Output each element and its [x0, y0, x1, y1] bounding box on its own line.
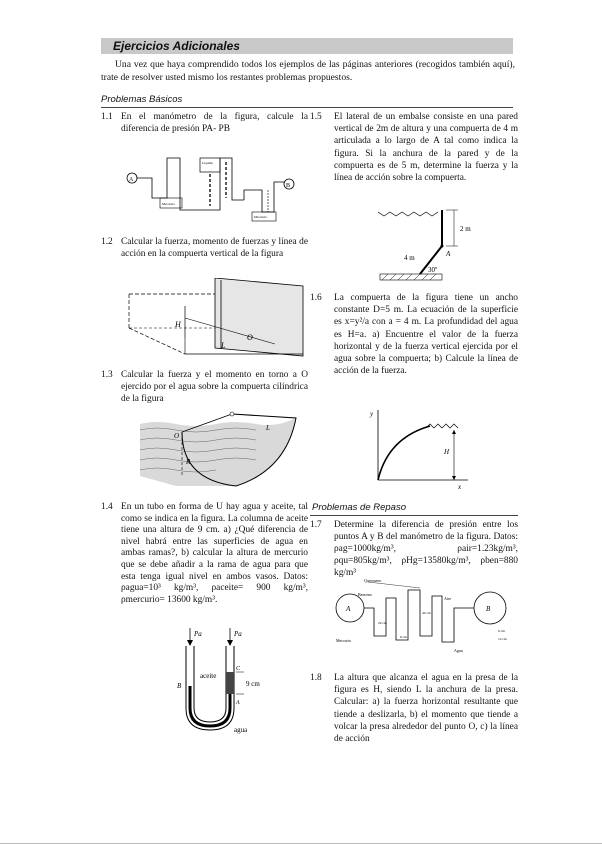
- label-r: R: [186, 458, 191, 466]
- label-l: L: [221, 341, 226, 350]
- problem-1-1: [101, 111, 308, 135]
- problem-number: 1.3: [101, 370, 113, 380]
- figure-1-2-vertical-gate: [125, 278, 305, 362]
- section-divider: [310, 515, 518, 516]
- label-o: O: [247, 333, 253, 342]
- problem-number: 1.2: [101, 237, 113, 247]
- problem-number: 1.4: [101, 502, 113, 512]
- section-review-title: Problemas de Repaso: [312, 502, 406, 513]
- problem-1-4: [101, 502, 308, 606]
- problem-text: En el manómetro de la figura, calcule la diferencia de presión PA- PB: [121, 112, 308, 135]
- figure-1-4-u-tube: [176, 626, 276, 738]
- label-pa-left: Pa: [194, 630, 202, 638]
- figure-1-6-parabolic-gate: [368, 408, 478, 490]
- label-20cm: 20 cm: [378, 621, 387, 625]
- problem-text: Calcular la fuerza y el momento en torno a O ejercido por el agua sobre la compuerta cilíndrica de la figura: [121, 370, 308, 405]
- label-l: L: [266, 424, 270, 432]
- label-b: B: [286, 183, 291, 189]
- problem-text: La altura que alcanza el agua en la presa de la figura es H, siendo L la anchura de la presa. Calcular: a) la fuerza horizontal resultante que tiende a deslizarla, b) el momento que tiende a volcar la presa alrededor del punto O, c) la línea de acción: [334, 673, 518, 745]
- label-h: H: [175, 320, 181, 329]
- label-liquid: Líquido: [202, 161, 214, 165]
- label-4m: 4 m: [404, 254, 415, 262]
- label-mercurio: Mercurio: [336, 638, 351, 643]
- label-y: y: [370, 410, 374, 418]
- label-queroseno: Queroseno: [364, 578, 382, 583]
- problem-text: La compuerta de la figura tiene un ancho constante D=5 m. La ecuación de la superficie es x=y²/a con a = 4 m. La profundidad del agua es H=a. a) Encuentre el valor de la fuerza horizontal y de la fuerza vertical ejercida por el agua sobre la compuerta; b) Calcule la línea de acción de la fuerza.: [334, 293, 518, 377]
- section-divider: [101, 107, 513, 108]
- label-x: x: [458, 483, 462, 490]
- figure-1-7-manometer: [334, 578, 518, 654]
- problem-number: 1.5: [310, 112, 322, 122]
- problem-1-8: [310, 672, 518, 745]
- label-9cm: 9 cm: [498, 629, 505, 633]
- label-2m: 2 m: [460, 225, 471, 233]
- label-benceno: Benceno: [358, 592, 372, 597]
- label-hg2: Mercurio: [254, 215, 268, 219]
- label-40cm: 40 cm: [422, 611, 431, 615]
- label-a: A: [446, 250, 451, 258]
- problem-number: 1.6: [310, 293, 322, 303]
- label-a: A: [236, 700, 240, 706]
- label-14cm: 14 cm: [498, 637, 507, 641]
- label-c: C: [236, 666, 241, 672]
- problem-number: 1.1: [101, 112, 113, 122]
- label-9cm: 9 cm: [246, 680, 260, 688]
- problem-1-6: [310, 292, 518, 377]
- problem-text: Calcular la fuerza, momento de fuerzas y línea de acción en la compuerta vertical de la figura: [121, 237, 308, 260]
- label-o: O: [174, 432, 180, 440]
- label-angle: 30º: [428, 266, 438, 274]
- label-hg1: Mercurio: [162, 202, 176, 206]
- label-agua: agua: [234, 726, 248, 734]
- figure-1-3-cylindrical-gate: [136, 410, 306, 492]
- problem-1-2: [101, 236, 308, 260]
- problem-text: En un tubo en forma de U hay agua y aceite, tal como se indica en la figura. La columna de aceite tiene una altura de 9 cm. a) ¿Qué diferencia de nivel habrá entre las superficies de agua en ambas ramas?, b) calcular la altura de mercurio que se debe añadir a la rama de agua para que esta tenga igual nivel en ambos vasos. Datos: ρagua=10³ kg/m³, ρaceite= 900 kg/m³, ρmercurio= 13600 kg/m³.: [121, 502, 308, 605]
- problem-number: 1.7: [310, 520, 322, 530]
- label-8cm: 8 cm: [400, 635, 407, 639]
- label-a: A: [129, 177, 134, 183]
- problem-text: Determine la diferencia de presión entre los puntos A y B del manómetro de la figura. Datos: ρag=1000kg/m³, ρair=1.23kg/m³, ρqu=805kg/m³, ρHg=13580kg/m³, ρben=880 kg/m³: [334, 520, 518, 578]
- label-aire: Aire: [444, 596, 452, 601]
- intro-paragraph: Una vez que haya comprendido todos los ejemplos de las páginas anteriores (recogidos también aquí), trate de resolver usted mismo los restantes problemas propuestos.: [101, 59, 515, 83]
- label-a: A: [346, 605, 351, 613]
- label-agua: Agua: [454, 648, 463, 653]
- problem-1-5: [310, 111, 518, 184]
- problem-1-3: [101, 369, 308, 406]
- problem-1-7: [310, 519, 518, 579]
- label-b: B: [486, 605, 491, 613]
- section-basic-title: Problemas Básicos: [101, 94, 183, 105]
- label-aceite: aceite: [200, 672, 217, 680]
- page-title: Ejercicios Adicionales: [113, 39, 240, 53]
- problem-number: 1.8: [310, 673, 322, 683]
- label-pa-right: Pa: [234, 630, 242, 638]
- label-h: H: [444, 448, 450, 456]
- label-b: B: [177, 682, 182, 690]
- figure-1-1-manometer: [122, 150, 304, 226]
- figure-1-5-reservoir: [376, 206, 476, 284]
- page-bottom-rule: [0, 843, 602, 844]
- problem-text: El lateral de un embalse consiste en una pared vertical de 2m de altura y una compuerta de 4 m articulada a lo largo de A tal como indica la figura. Si la anchura de la pared y de la compuerta es de 5 m, determine la fuerza y la línea de acción sobre la compuerta.: [334, 112, 518, 184]
